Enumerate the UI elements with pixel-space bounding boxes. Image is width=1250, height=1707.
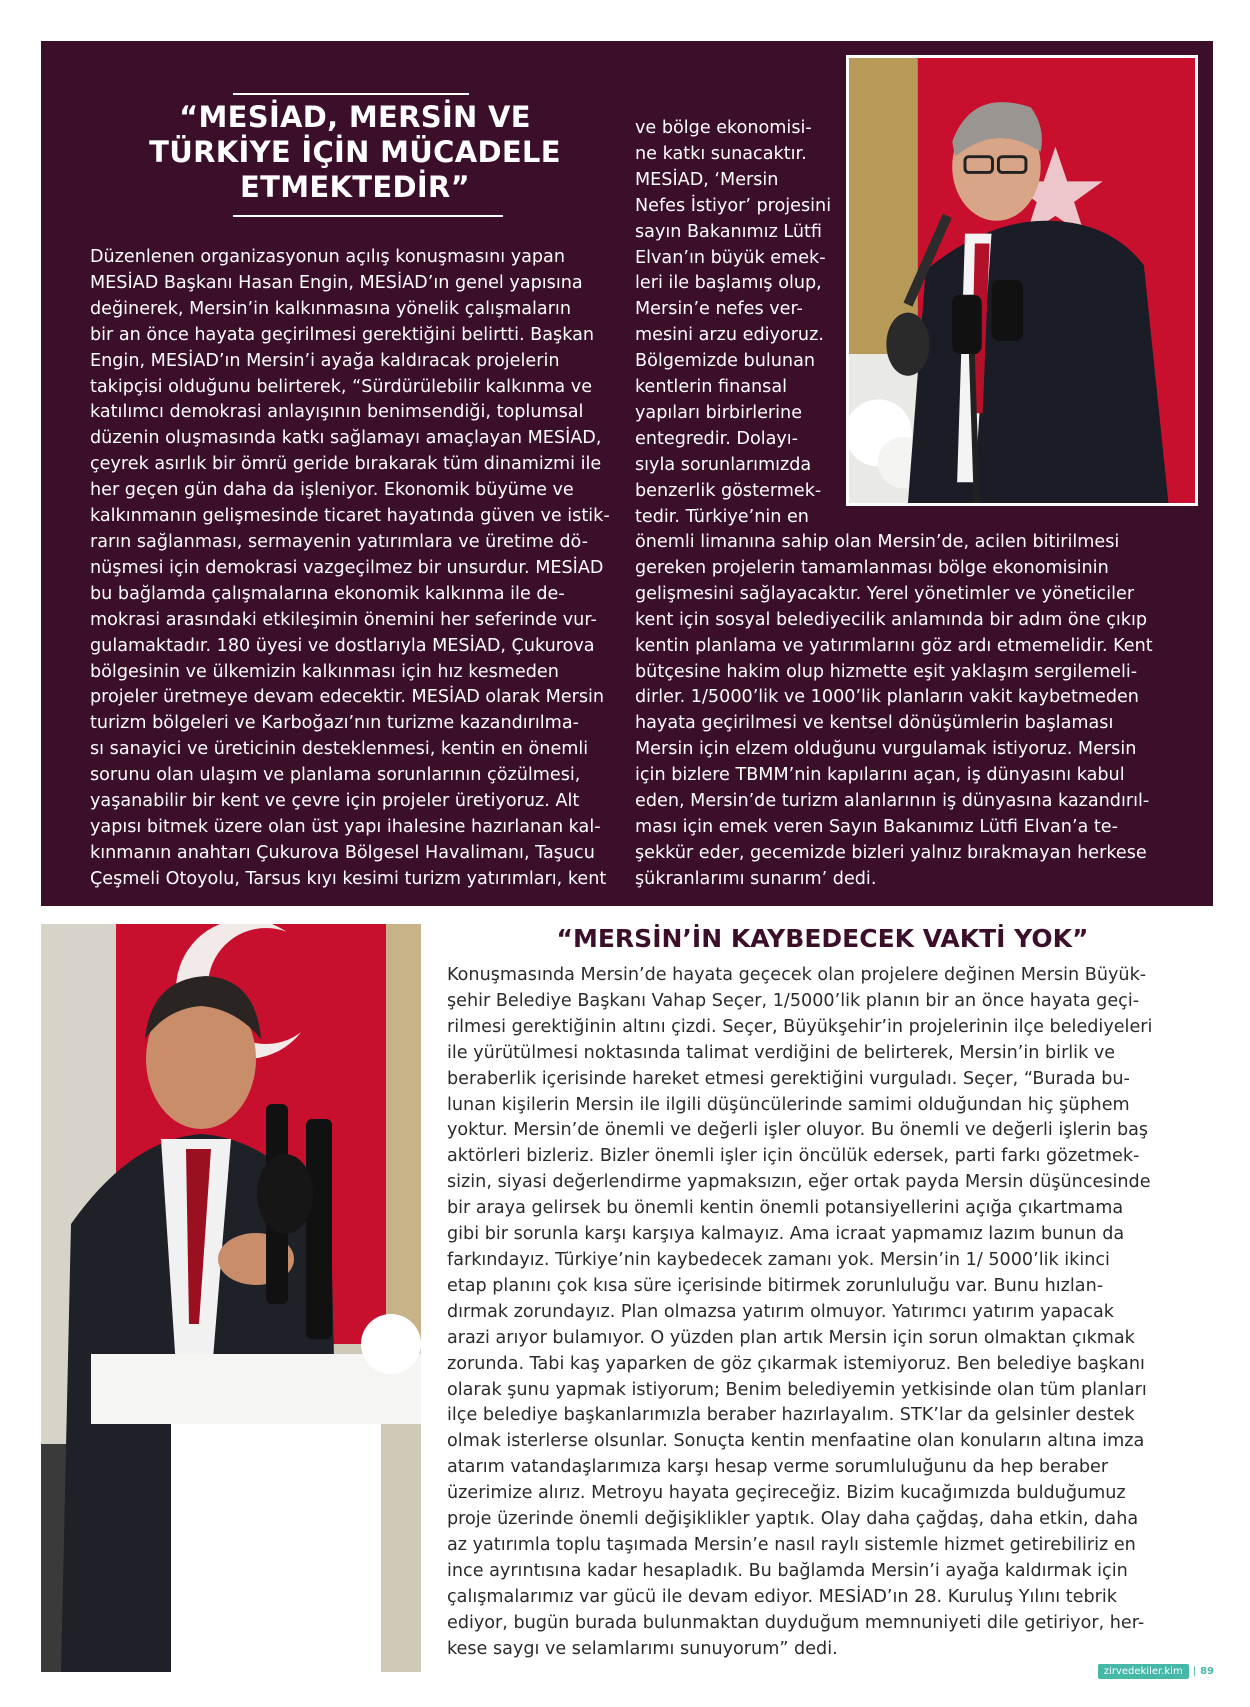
headline-line: TÜRKİYE İÇİN MÜCADELE (149, 135, 561, 169)
page-footer (1098, 1664, 1214, 1679)
text-line: ması için emek veren Sayın Bakanımız Lütfi Elvan’a te- (635, 816, 1118, 837)
text-line: Çeşmeli Otoyolu, Tarsus kıyı kesimi turizm yatırımları, kent (90, 868, 607, 889)
text-line: tedir. Türkiye’nin en (635, 506, 809, 527)
section1-headline (120, 100, 590, 205)
text-line: sizin, siyasi değerlendirme yapmaksızın, eğer ortak payda Mersin düşüncesinde (447, 1172, 1151, 1193)
text-line: kentin planlama ve yatırımlarını göz ardı etmemelidir. Kent (635, 635, 1153, 656)
text-line: çeyrek asırlık bir ömrü geride bırakarak tüm dinamizmi ile (90, 454, 602, 475)
text-line: ile yürütülmesi noktasında talimat verdiğini de belirterek, Mersin’in birlik ve (447, 1042, 1116, 1063)
text-line: yaşanabilir bir kent ve çevre için projeler üretiyoruz. Alt (90, 791, 580, 812)
text-line: ve bölge ekonomisi- (635, 118, 812, 138)
text-line: değinerek, Mersin’in kalkınmasına yönelik çalışmaların (90, 298, 571, 319)
text-line: turizm bölgeleri ve Karboğazı’nın turizme kazandırılma- (90, 713, 579, 734)
headline-rule-top (233, 93, 469, 95)
text-line: bir araya gelirsek bu önemli kentin önemli potansiyellerini açığa çıkartmama (447, 1198, 1124, 1219)
text-line: mokrasi arasındaki etkileşimin önemini her seferinde vur- (90, 609, 597, 630)
speaker-photo-hasan-engin (846, 55, 1198, 506)
text-line: sıyla sorunlarımızda (635, 454, 812, 475)
text-line: ne katkı sunacaktır. (635, 143, 807, 164)
text-line: yapısı bitmek üzere olan üst yapı ihalesine hazırlanan kal- (90, 816, 601, 837)
text-line: bu bağlamda çalışmalarına ekonomik kalkınma ile de- (90, 583, 565, 604)
text-line: Engin, MESİAD’ın Mersin’i ayağa kaldıracak projelerin (90, 350, 560, 371)
text-line: yoktur. Mersin’de önemli ve değerli işler oluyor. Bu önemli ve değerli işlerin baş (447, 1120, 1149, 1141)
text-line: atarım vatandaşlarımıza karşı hesap verme sorumluluğunu da hep beraber (447, 1457, 1109, 1478)
text-line: projeler üretmeye devam edecektir. MESİAD olarak Mersin (90, 687, 605, 708)
text-line: ediyor, bugün burada bulunmaktan duyduğum memnuniyeti dile getiriyor, her- (447, 1612, 1145, 1633)
text-line: leri ile başlamış olup, (635, 273, 822, 294)
text-line: gibi bir sorunla karşı karşıya kalmayız. Ama icraat yapmamız lazım bunun da (447, 1224, 1125, 1245)
speaker-photo-vahap-secer (41, 924, 421, 1672)
text-line: dırmak zorundayız. Plan olmazsa yatırım olmuyor. Yatırımcı yatırım yapacak (447, 1301, 1114, 1322)
text-line: Nefes İstiyor’ projesini (635, 195, 832, 216)
text-line: bölgesinin ve ülkemizin kalkınması için hız kesmeden (90, 661, 559, 682)
text-line: çalışmalarımız var gücü ile devam ediyor. MESİAD’ın 28. Kuruluş Yılını tebrik (447, 1586, 1117, 1607)
text-line: Konuşmasında Mersin’de hayata geçecek olan projelere değinen Mersin Büyük- (447, 965, 1147, 985)
text-line: şükranlarımı sunarım’ dedi. (635, 868, 877, 889)
section2-headline: “MERSİN’İN KAYBEDECEK VAKTİ YOK” (556, 924, 1089, 953)
text-line: sayın Bakanımız Lütfi (635, 221, 823, 242)
text-line: şekkür eder, gecemizde bizleri yalnız bırakmayan herkese (635, 842, 1147, 863)
text-line: her geçen gün daha da işleniyor. Ekonomik büyüme ve (90, 480, 574, 501)
text-line: rarın sağlanması, sermayenin yatırımlara ve üretime dö- (90, 531, 588, 552)
text-line: kese saygı ve selamlarımı sunuyorum” dedi. (447, 1638, 838, 1659)
text-line: aktörleri bizleriz. Bizler önemli işler için öncülük edersek, parti farkı gözetmek- (447, 1146, 1140, 1167)
text-line: gulamaktadır. 180 üyesi ve dostlarıyla MESİAD, Çukurova (90, 635, 595, 656)
text-line: bütçesine hakim olup hizmette eşit yaklaşım sergilemeli- (635, 661, 1138, 682)
headline-rule-bottom (233, 215, 503, 217)
section1-left-column (90, 245, 612, 893)
text-line: kalkınmanın gelişmesinde ticaret hayatında güven ve istik- (90, 506, 610, 527)
text-line: kentlerin finansal (635, 377, 788, 398)
text-line: kent için sosyal belediyecilik anlamında bir adım öne çıkıp (635, 609, 1148, 630)
text-line: Mersin için elzem olduğunu vurgulamak istiyoruz. Mersin (635, 739, 1137, 760)
text-line: gereken projelerin tamamlanması bölge ekonomisinin (635, 557, 1109, 578)
text-line: benzerlik göstermek- (635, 480, 822, 501)
text-line: sı sanayici ve üreticinin desteklenmesi, kentin en önemli (90, 739, 589, 760)
text-line: önemli limanına sahip olan Mersin’de, acilen bitirilmesi (635, 532, 1120, 552)
text-line: az yatırımla toplu taşımada Mersin’e nasıl raylı sistemle hizmet getirebiliriz en (447, 1534, 1136, 1555)
text-line: üzerimize alırız. Metroyu hayata geçireceğiz. Bizim kucağımızda bulduğumuz (447, 1483, 1126, 1504)
text-line: gelişmesini sağlayacaktır. Yerel yönetimler ve yöneticiler (635, 583, 1135, 604)
footer-separator: | (1192, 1666, 1197, 1677)
text-line: takipçisi olduğunu belirterek, “Sürdürülebilir kalkınma ve (90, 376, 593, 397)
text-line: Düzenlenen organizasyonun açılış konuşmasını yapan (90, 247, 565, 267)
text-line: ince ayrıntısına kadar hesapladık. Bu bağlamda Mersin’i ayağa kaldırmak için (447, 1560, 1128, 1581)
text-line: Bölgemizde bulunan (635, 351, 816, 372)
text-line: dirler. 1/5000’lik ve 1000’lik planların vakit kaybetmeden (635, 687, 1139, 708)
text-line: için bizlere TBMM’nin kapılarını açan, iş dünyasını kabul (635, 765, 1125, 786)
text-line: düzenin oluşmasında katkı sağlamayı amaçlayan MESİAD, (90, 428, 602, 449)
text-line: eden, Mersin’de turizm alanlarının iş dünyasına kazandırıl- (635, 791, 1150, 812)
text-line: lunan kişilerin Mersin ile ilgili düşüncülerinde samimi olduğundan hiç şüphem (447, 1094, 1130, 1115)
headline-line: “MESİAD, MERSİN VE (179, 100, 531, 134)
text-line: hayata geçirilmesi ve kentsel dönüşümlerin başlaması (635, 713, 1114, 734)
text-line: bir an önce hayata geçirilmesi gerektiğini belirtti. Başkan (90, 324, 595, 345)
text-line: MESİAD, ‘Mersin (635, 169, 779, 190)
section1-right-wide-column (635, 530, 1180, 893)
text-line: entegredir. Dolayı- (635, 428, 799, 449)
text-line: kınmanın anahtarı Çukurova Bölgesel Havalimanı, Taşucu (90, 842, 595, 863)
text-line: katılımcı demokrasi anlayışının benimsendiği, toplumsal (90, 402, 584, 423)
text-line: mesini arzu ediyoruz. (635, 325, 824, 346)
text-line: Mersin’e nefes ver- (635, 299, 803, 320)
page-number: 89 (1200, 1666, 1214, 1677)
text-line: şehir Belediye Başkanı Vahap Seçer, 1/5000’lik planın bir an önce hayata geçi- (447, 990, 1140, 1011)
text-line: ilçe belediye başkanlarımızla beraber hazırlayalım. STK’lar da gelsinler destek (447, 1405, 1135, 1426)
text-line: Elvan’ın büyük emek- (635, 247, 826, 268)
text-line: olarak şunu yapmak istiyorum; Benim belediyemin yetkisinde olan tüm planları (447, 1379, 1147, 1400)
text-line: nüşmesi için demokrasi vazgeçilmez bir unsurdur. MESİAD (90, 557, 604, 578)
text-line: yapıları birbirlerine (635, 402, 803, 423)
text-line: beraberlik içerisinde hareket etmesi gerektiğini vurguladı. Seçer, “Burada bu- (447, 1068, 1130, 1089)
text-line: MESİAD Başkanı Hasan Engin, MESİAD’ın genel yapısına (90, 272, 583, 293)
text-line: farkındayız. Türkiye’nin kaybedecek zamanı yok. Mersin’in 1/ 5000’lik ikinci (447, 1249, 1110, 1270)
section2-body (447, 963, 1217, 1662)
text-line: rilmesi gerektiğinin altını çizdi. Seçer, Büyükşehir’in projelerinin ilçe belediyeleri (447, 1016, 1153, 1037)
text-line: zorunda. Tabi kaş yaparken de göz çıkarmak istemiyoruz. Ben belediye başkanı (447, 1353, 1145, 1374)
text-line: etap planını çok kısa süre içerisinde bitirmek zorunluluğu var. Bunu hızlan- (447, 1275, 1104, 1296)
footer-site[interactable]: zirvedekiler.kim (1098, 1664, 1189, 1679)
headline-line: ETMEKTEDİR” (240, 170, 470, 204)
text-line: olmak isterlerse olsunlar. Sonuçta kentin menfaatine olan konuların altına imza (447, 1431, 1145, 1452)
text-line: sorunu olan ulaşım ve planlama sorunlarının çözülmesi, (90, 765, 581, 786)
section1-right-narrow-column (635, 116, 835, 531)
text-line: proje üzerinde önemli değişiklikler yaptık. Olay daha çağdaş, daha etkin, daha (447, 1509, 1139, 1530)
text-line: arazi arıyor bulamıyor. O yüzden plan artık Mersin için sorun olmaktan çıkmak (447, 1327, 1135, 1348)
